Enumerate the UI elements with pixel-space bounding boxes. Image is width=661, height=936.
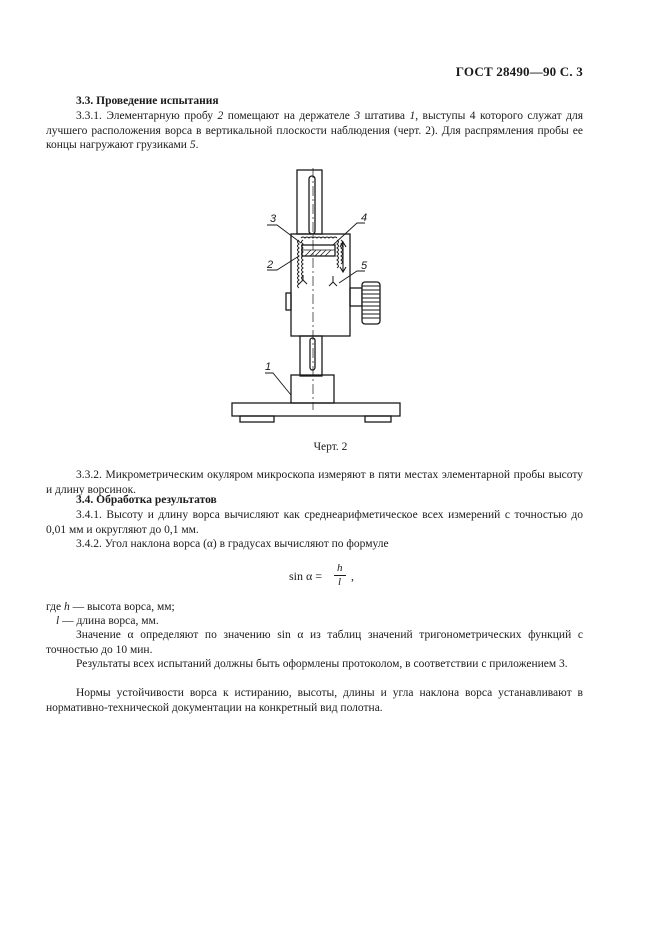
variable-h: h xyxy=(63,601,70,613)
text-run: — высота ворса, мм; xyxy=(69,601,175,613)
text-run: 3.3.1. Элементарную пробу xyxy=(76,110,218,122)
part-label-2: 2 xyxy=(267,259,274,271)
base-foot-right xyxy=(365,416,391,422)
side-tab xyxy=(286,293,291,310)
ref-number: 1 xyxy=(409,110,416,122)
formula-sin-alpha xyxy=(289,562,379,592)
formula-denominator: l xyxy=(338,576,342,588)
base-foot-left xyxy=(240,416,274,422)
formula-lhs: sin α = xyxy=(289,569,323,583)
ref-number: 5 xyxy=(189,139,196,151)
text-run: где xyxy=(46,601,64,613)
paragraph-3-4-2: 3.4.2. Угол наклона ворса (α) в градусах вычисляют по формуле xyxy=(76,538,389,550)
ref-number: 2 xyxy=(217,110,224,122)
knob-shaft xyxy=(350,288,362,306)
paragraph-3-3-2: 3.3.2. Микрометрическим окуляром микроскопа измеряют в пяти местах элементарной пробы высоту и длину ворсинок. xyxy=(46,469,583,496)
paragraph-results: Результаты всех испытаний должны быть оформлены протоколом, в соответствии с приложением 3. xyxy=(76,658,568,670)
part-label-1: 1 xyxy=(265,361,272,373)
part-label-4: 4 xyxy=(361,212,368,224)
text-run: . xyxy=(195,139,199,151)
text-run: штатива xyxy=(360,110,410,122)
text-run: помещают на держателе xyxy=(223,110,355,122)
movement-arrow xyxy=(340,242,346,272)
paragraph-norms: Нормы устойчивости ворса к истиранию, высоты, длины и угла наклона ворса устанавливают в нормативно-технической документации на конкретный вид полотна. xyxy=(46,687,583,714)
where-line-2 xyxy=(56,614,556,629)
figure-caption: Черт. 2 xyxy=(313,441,348,453)
section-heading-3-4: 3.4. Обработка результатов xyxy=(76,494,217,506)
base-plate xyxy=(232,403,400,416)
paragraph-alpha-value: Значение α определяют по значению sin α из таблиц значений тригонометрических функций с точностью до 10 мин. xyxy=(46,629,583,656)
part-label-3: 3 xyxy=(270,213,277,225)
pedestal xyxy=(291,375,334,403)
section-heading-3-3: 3.3. Проведение испытания xyxy=(76,95,219,107)
part-label-5: 5 xyxy=(361,260,368,272)
formula-numerator: h xyxy=(337,562,343,574)
formula-tail: , xyxy=(351,569,354,583)
knurled-knob xyxy=(362,282,380,324)
column-slot-lower xyxy=(310,338,315,370)
text-run: , выступы 4 которого служат для лучшего расположения ворса в вертикальной плоскости наблюдения (черт. 2). Для распрямления пробы ее концы нагружают грузиками xyxy=(46,110,584,151)
column-slot-upper xyxy=(309,176,315,234)
where-line-1 xyxy=(46,600,583,615)
paragraph-3-4-1: 3.4.1. Высоту и длину ворса вычисляют как среднеарифметическое всех измерений с точностью до 0,01 мм и округляют до 0,1 мм. xyxy=(46,509,583,536)
text-run: — длина ворса, мм. xyxy=(59,615,159,627)
page-header: ГОСТ 28490—90 С. 3 xyxy=(455,64,583,79)
ref-number: 3 xyxy=(354,110,361,122)
variable-l: l xyxy=(56,615,60,627)
holder-block xyxy=(291,234,350,336)
paragraph-3-3-1 xyxy=(46,109,583,153)
stand-diagram xyxy=(215,160,415,430)
